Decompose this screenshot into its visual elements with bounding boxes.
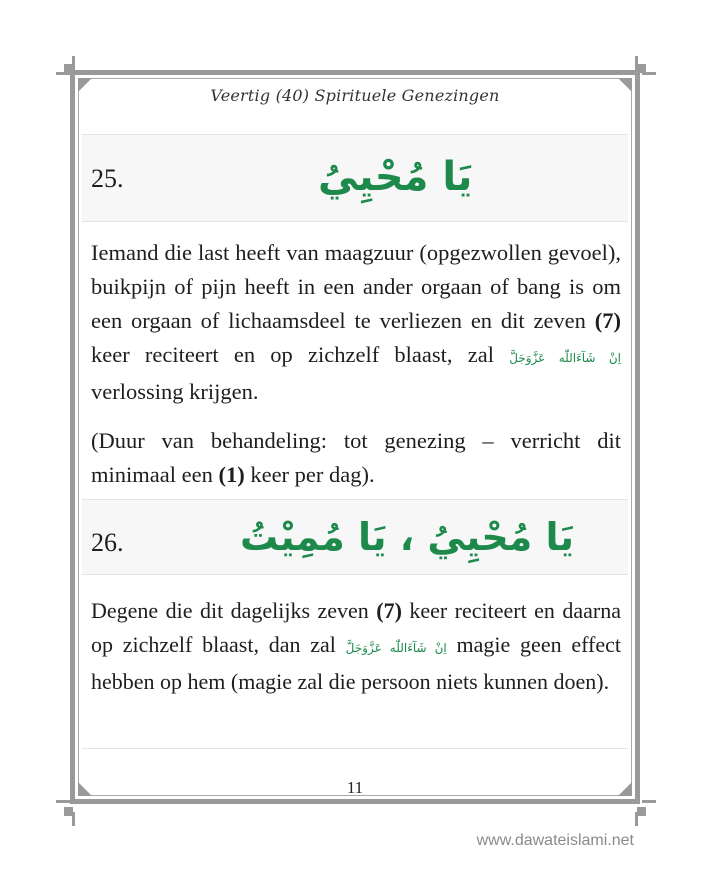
footer-website-url[interactable]: www.dawateislami.net	[476, 832, 634, 849]
text-segment: Degene die dit dagelijks zeven	[91, 598, 377, 623]
number-emphasis: (7)	[594, 308, 621, 333]
text-segment: keer reciteert en daarna op zichzelf blaast, dan zal	[91, 598, 621, 657]
frame-notch	[56, 800, 70, 803]
text-segment: (Duur van behandeling: tot genezing – verricht dit minimaal een	[91, 428, 621, 487]
section-paragraph	[91, 236, 621, 409]
section-divider	[82, 221, 628, 222]
text-segment: magie geen effect hebben op hem (magie zal die persoon niets kunnen doen).	[91, 632, 622, 694]
frame-notch	[635, 812, 638, 826]
number-emphasis: (7)	[376, 598, 402, 623]
text-segment: verlossing krijgen.	[91, 379, 259, 404]
frame-triangle-ornament	[78, 782, 92, 796]
inshallah-inline-arabic: اِنْ شَآءَاللّٰه عَزَّوَجَلَّ	[345, 641, 447, 655]
section-number: 26.	[91, 528, 124, 557]
frame-notch	[72, 812, 75, 826]
section-arabic-title: يَا مُحْيِيُ	[318, 154, 473, 200]
section-paragraph	[91, 594, 621, 699]
section-arabic-title: يَا مُحْيِيُ ، يَا مُمِيْتُ	[240, 515, 575, 559]
page-number: 11	[346, 778, 364, 797]
content-bottom-divider	[82, 748, 628, 749]
frame-notch	[72, 56, 75, 70]
frame-triangle-ornament	[618, 782, 632, 796]
text-segment: keer per dag).	[244, 462, 375, 487]
section-number: 25.	[91, 164, 124, 193]
frame-notch	[56, 72, 70, 75]
text-segment: keer reciteert en op zichzelf blaast, zal	[91, 342, 510, 367]
frame-triangle-ornament	[618, 78, 632, 92]
inshallah-inline-arabic: اِنْ شَآءَاللّٰه عَزَّوَجَلَّ	[509, 351, 621, 365]
section-divider	[82, 574, 628, 575]
frame-notch	[642, 72, 656, 75]
section-paragraph	[91, 424, 621, 492]
frame-notch	[635, 56, 638, 70]
number-emphasis: (1)	[218, 462, 245, 487]
frame-notch	[642, 800, 656, 803]
frame-corner-bottom-right	[637, 807, 646, 816]
text-segment: Iemand die last heeft van maagzuur (opgezwollen gevoel), buikpijn of pijn heeft in een ander orgaan of bang is om een orgaan of lichaamsdeel te verliezen en dit zeven	[91, 240, 621, 333]
running-header: Veertig (40) Spirituele Genezingen	[210, 86, 500, 105]
